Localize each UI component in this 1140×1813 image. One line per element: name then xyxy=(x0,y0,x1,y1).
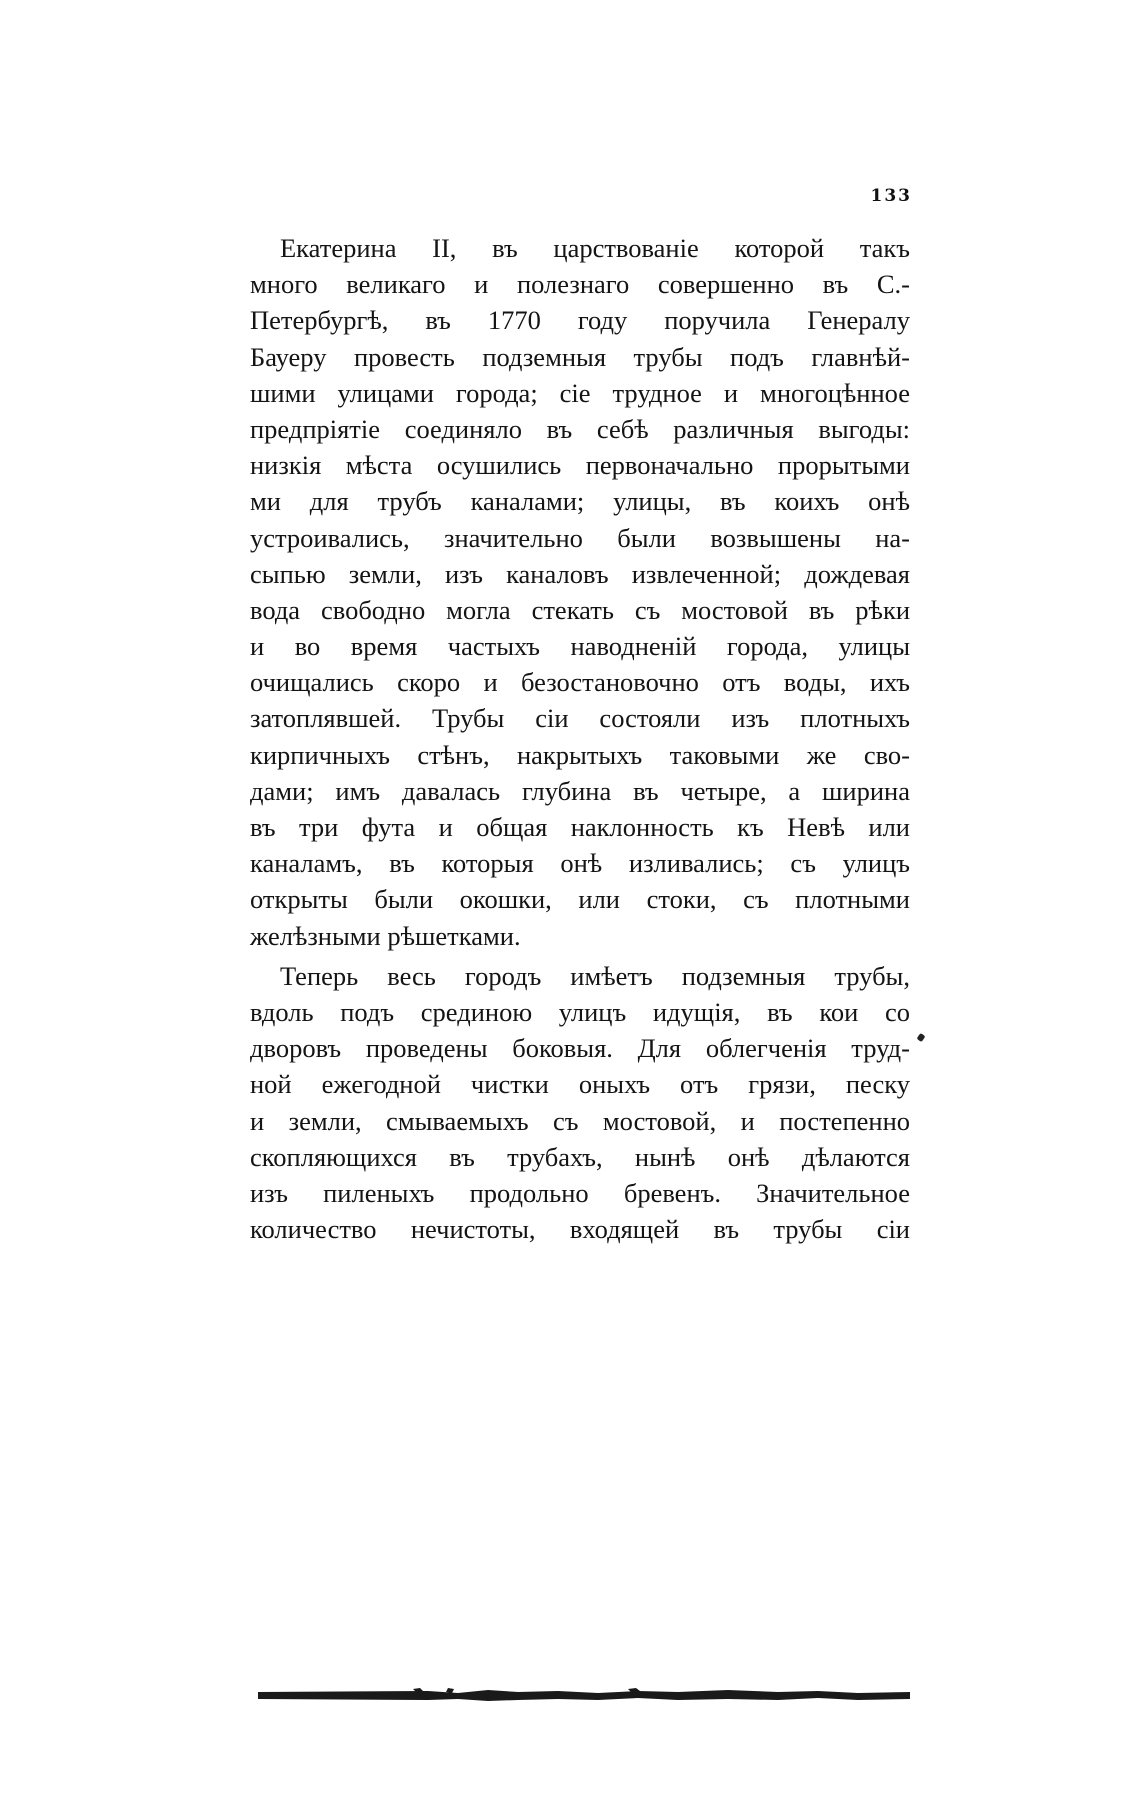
text-line: скопляющихся въ трубахъ, нынѣ онѣ дѣлаются xyxy=(250,1141,910,1172)
text-line: низкія мѣста осушились первоначально прорытыми xyxy=(250,450,910,481)
text-line: дами; имъ давалась глубина въ четыре, а ширина xyxy=(250,775,910,806)
text-line: вдоль подъ срединою улицъ идущія, въ кои со xyxy=(250,996,910,1027)
text-line: Екатерина II, въ царствованіе которой такъ xyxy=(280,233,910,263)
text-line: много великаго и полезнаго совершенно въ С.- xyxy=(250,269,910,300)
text-line: кирпичныхъ стѣнъ, накрытыхъ таковыми же сво- xyxy=(250,739,910,770)
text-line: устроивались, значительно были возвышены на- xyxy=(250,522,910,553)
text-line: дворовъ проведены боковыя. Для облегченія труд- xyxy=(250,1033,910,1064)
body-text xyxy=(250,230,910,1247)
text-line: въ три фута и общая наклонность къ Невѣ или xyxy=(250,812,910,842)
text-line: шими улицами города; сіе трудное и многоцѣнное xyxy=(250,377,910,408)
text-line: и во время частыхъ наводненій города, улицы xyxy=(250,631,910,662)
page-number: 133 xyxy=(870,186,912,206)
text-line: предпріятіе соединяло въ себѣ различныя выгоды: xyxy=(250,413,910,444)
text-line: Петербургѣ, въ 1770 году поручила Генералу xyxy=(250,305,910,336)
text-line: и земли, смываемыхъ съ мостовой, и постепенно xyxy=(250,1105,910,1136)
paragraph-2 xyxy=(250,958,910,1248)
text-line: изъ пиленыхъ продольно бревенъ. Значительное xyxy=(250,1177,910,1208)
paragraph-1 xyxy=(250,230,910,954)
text-line: Бауеру провесть подземныя трубы подъ главнѣй- xyxy=(250,341,910,372)
text-line: сыпью земли, изъ каналовъ извлеченной; дождевая xyxy=(250,558,910,589)
text-line: вода свободно могла стекать съ мостовой въ рѣки xyxy=(250,594,910,625)
text-line: каналамъ, въ которыя онѣ изливались; съ улицъ xyxy=(250,848,910,879)
scan-edge-rule xyxy=(258,1688,910,1702)
text-line: затоплявшей. Трубы сіи состояли изъ плотныхъ xyxy=(250,703,910,734)
text-line: Теперь весь городъ имѣетъ подземныя трубы, xyxy=(280,960,910,991)
text-line: желѣзными рѣшетками. xyxy=(250,920,521,951)
text-line: открыты были окошки, или стоки, съ плотными xyxy=(250,884,910,915)
text-line: количество нечистоты, входящей въ трубы сіи xyxy=(250,1214,910,1245)
text-line: ми для трубъ каналами; улицы, въ коихъ онѣ xyxy=(250,486,910,517)
ink-speck xyxy=(917,1033,926,1042)
text-line: ной ежегодной чистки оныхъ отъ грязи, песку xyxy=(250,1069,910,1100)
text-line: очищались скоро и безостановочно отъ воды, ихъ xyxy=(250,667,910,698)
